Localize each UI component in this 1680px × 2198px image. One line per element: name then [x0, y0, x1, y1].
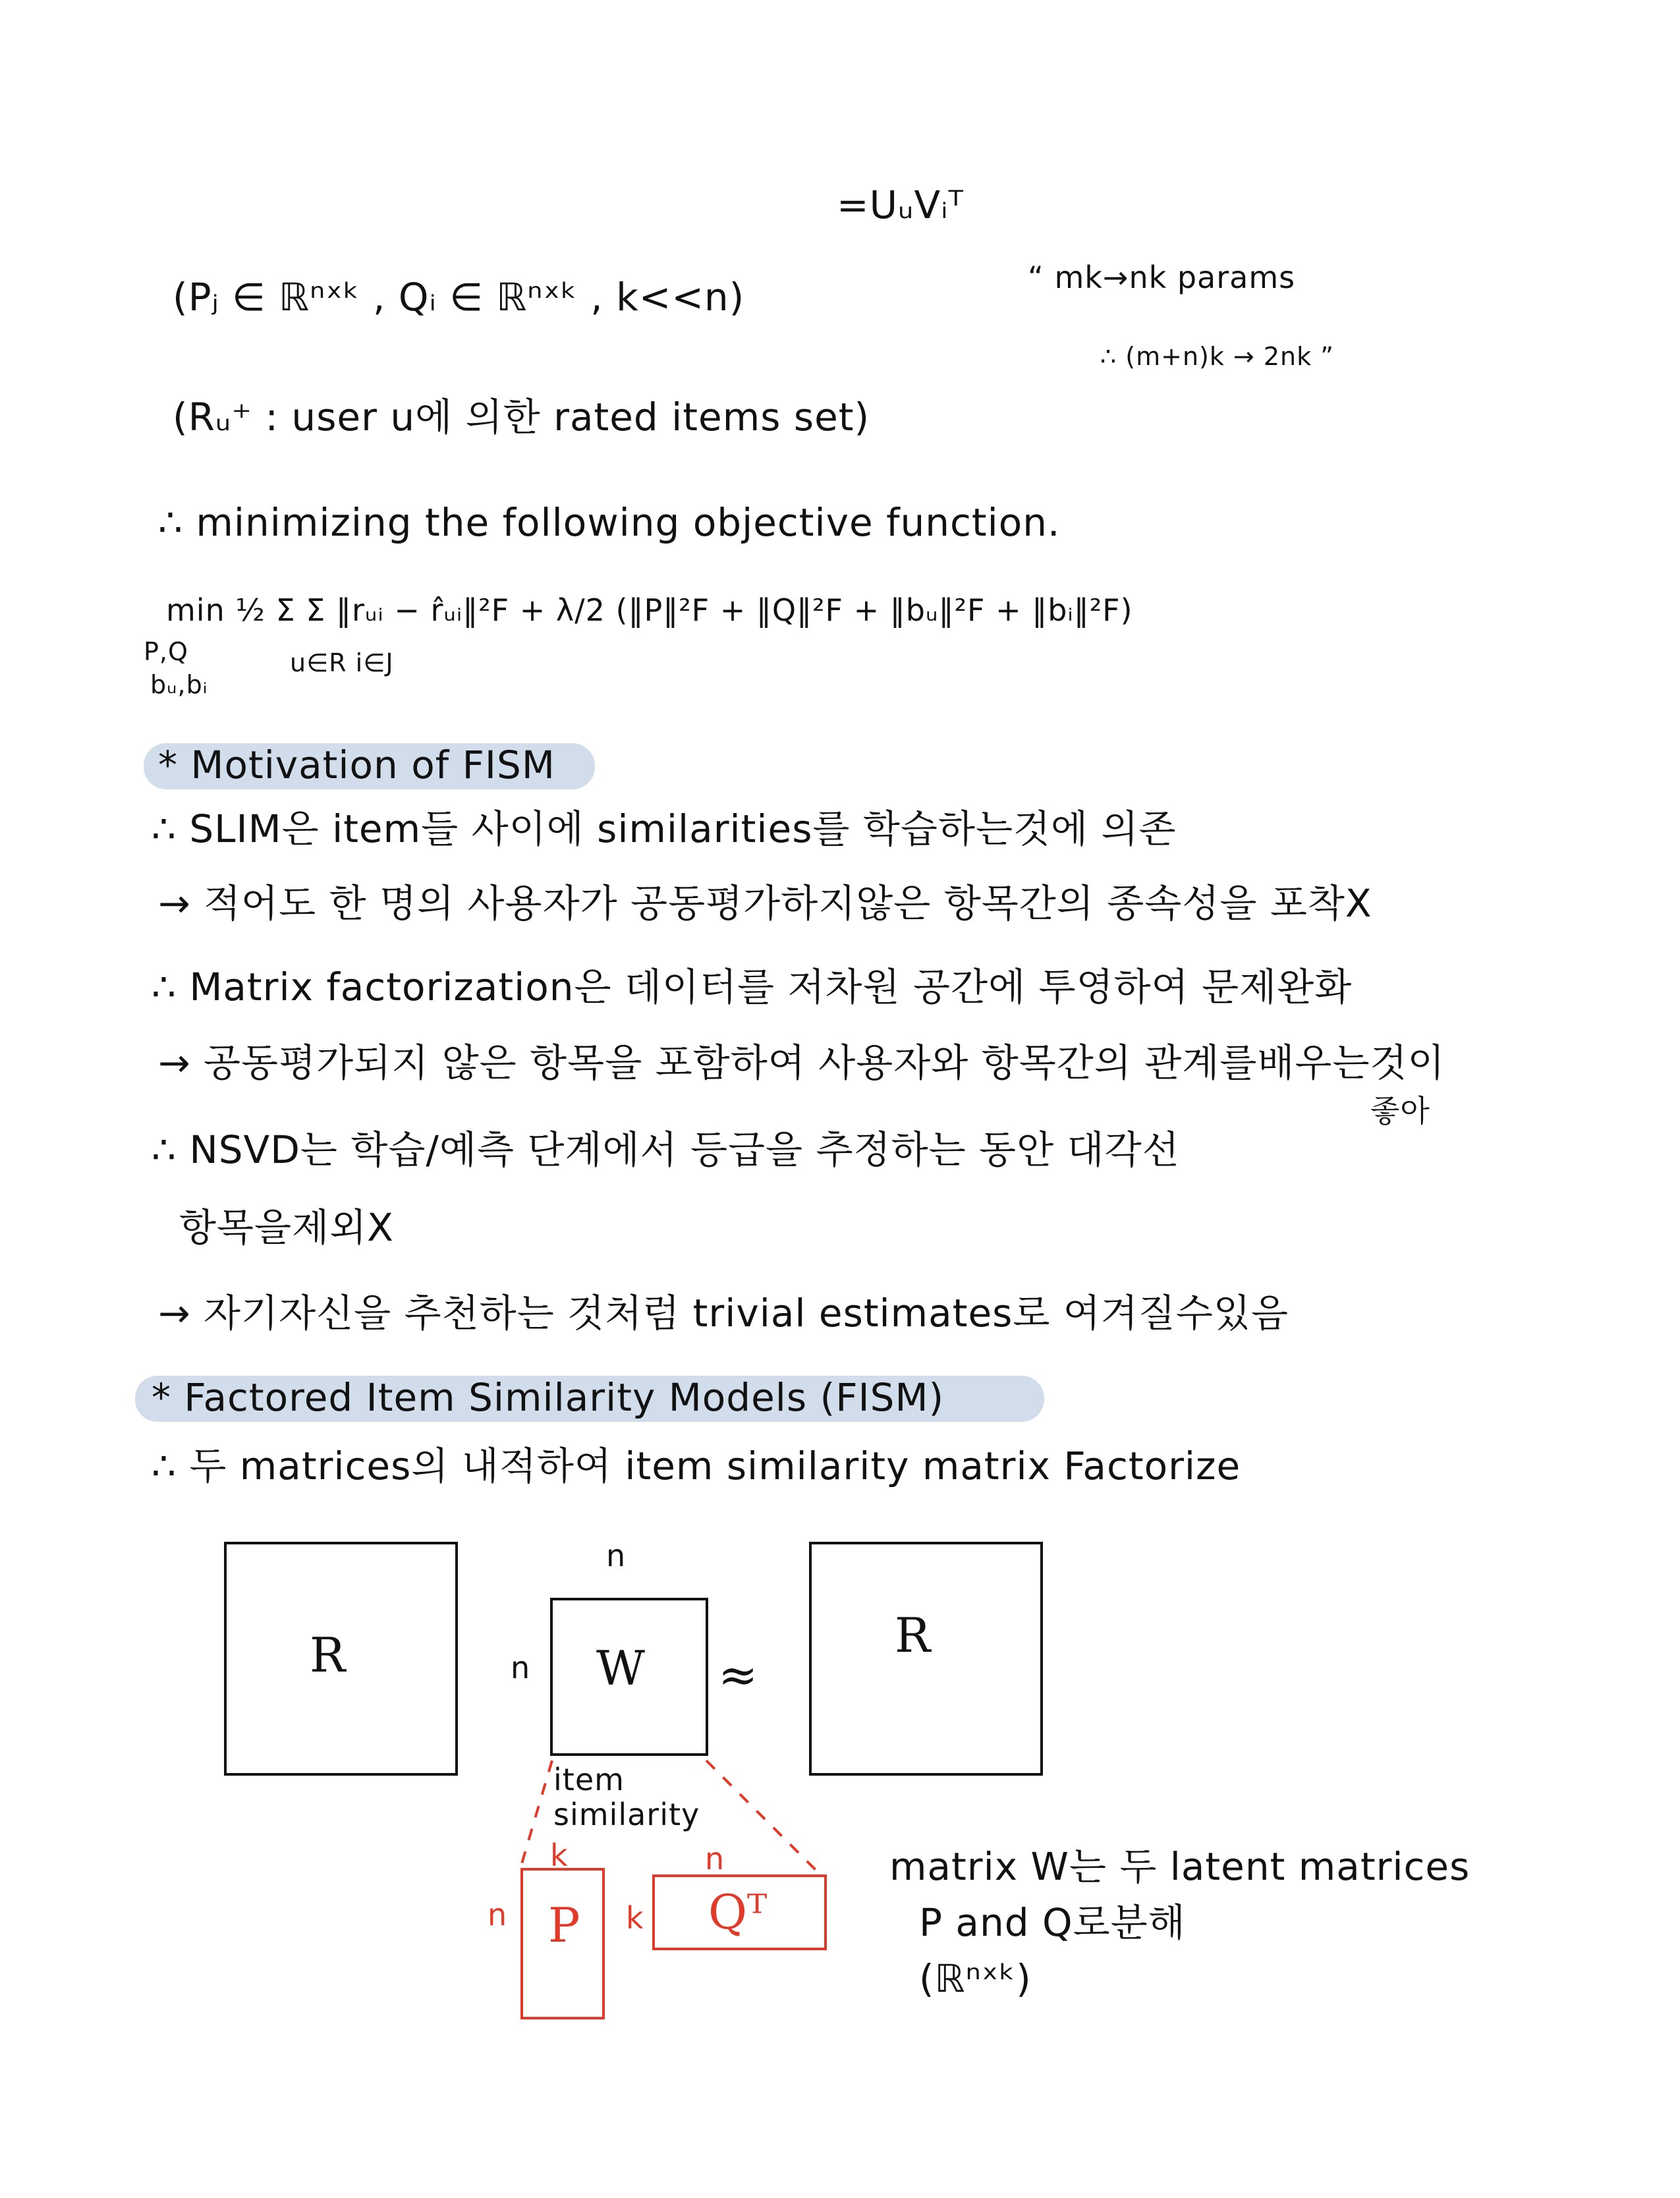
- note-line3: (ℝⁿˣᵏ): [919, 1956, 1032, 2001]
- ru-line: (Rᵤ⁺ : user u에 의한 rated items set): [173, 395, 870, 439]
- objective-sum-sub: u∈R i∈J: [290, 648, 394, 677]
- fism-desc-line: ∴ 두 matrices의 내적하여 item similarity matrix Factorize: [152, 1444, 1241, 1488]
- slim-line: ∴ SLIM은 item들 사이에 similarities를 학습하는것에 의존: [152, 806, 1177, 851]
- nsvd-arrow-line: → 자기자신을 추천하는 것처럼 trivial estimates로 여겨질수있음: [158, 1291, 1289, 1336]
- heading-fism: * Factored Item Similarity Models (FISM): [152, 1375, 945, 1420]
- quote-line2: ∴ (m+n)k → 2nk ”: [1100, 342, 1334, 371]
- approx-sign: ≈: [718, 1647, 758, 1703]
- params-line: (Pⱼ ∈ ℝⁿˣᵏ , Qᵢ ∈ ℝⁿˣᵏ , k<<n): [173, 275, 745, 320]
- matrix-r-right-label: R: [895, 1608, 931, 1663]
- matrix-p-label: P: [548, 1898, 580, 1953]
- nsvd-line: ∴ NSVD는 학습/예측 단계에서 등급을 추정하는 동안 대각선: [152, 1127, 1180, 1172]
- nsvd-cont-line: 항목을제외X: [179, 1205, 394, 1250]
- slim-arrow-line: → 적어도 한 명의 사용자가 공동평가하지않은 항목간의 종속성을 포착X: [158, 881, 1372, 926]
- minimizing-line: ∴ minimizing the following objective function.: [158, 500, 1061, 545]
- label-k-between: k: [626, 1900, 644, 1936]
- mf-good: 좋아: [1370, 1093, 1430, 1129]
- label-n-p-left: n: [488, 1897, 508, 1932]
- mf-arrow-line: → 공동평가되지 않은 항목을 포함하여 사용자와 항목간의 관계를배우는것이: [158, 1040, 1445, 1085]
- mf-line: ∴ Matrix factorization은 데이터를 저차원 공간에 투영하여 문제완화: [152, 965, 1353, 1009]
- label-n-qt-top: n: [705, 1841, 725, 1876]
- eq-top: =UᵤVᵢᵀ: [837, 183, 964, 227]
- heading-motivation: * Motivation of FISM: [158, 743, 555, 787]
- label-n-top: n: [606, 1538, 627, 1573]
- quote-line1: “ mk→nk params: [1028, 260, 1296, 295]
- item-similarity-label: item similarity: [553, 1762, 700, 1832]
- objective-sub-pq: P,Q: [144, 637, 188, 666]
- note-line2: P and Q로분해: [919, 1900, 1186, 1945]
- label-n-left: n: [511, 1650, 531, 1685]
- matrix-r-left-label: R: [310, 1627, 346, 1683]
- objective-sub-bias: bᵤ,bᵢ: [150, 670, 208, 699]
- label-k-top: k: [550, 1838, 569, 1873]
- objective-function: min ½ Σ Σ ‖rᵤᵢ − r̂ᵤᵢ‖²F + λ/2 (‖P‖²F + ‖Q‖²F + ‖bᵤ‖²F + ‖bᵢ‖²F): [166, 592, 1133, 628]
- note-line1: matrix W는 두 latent matrices: [889, 1844, 1470, 1889]
- matrix-w-label: W: [596, 1641, 646, 1696]
- matrix-qt-label: Qᵀ: [708, 1884, 768, 1940]
